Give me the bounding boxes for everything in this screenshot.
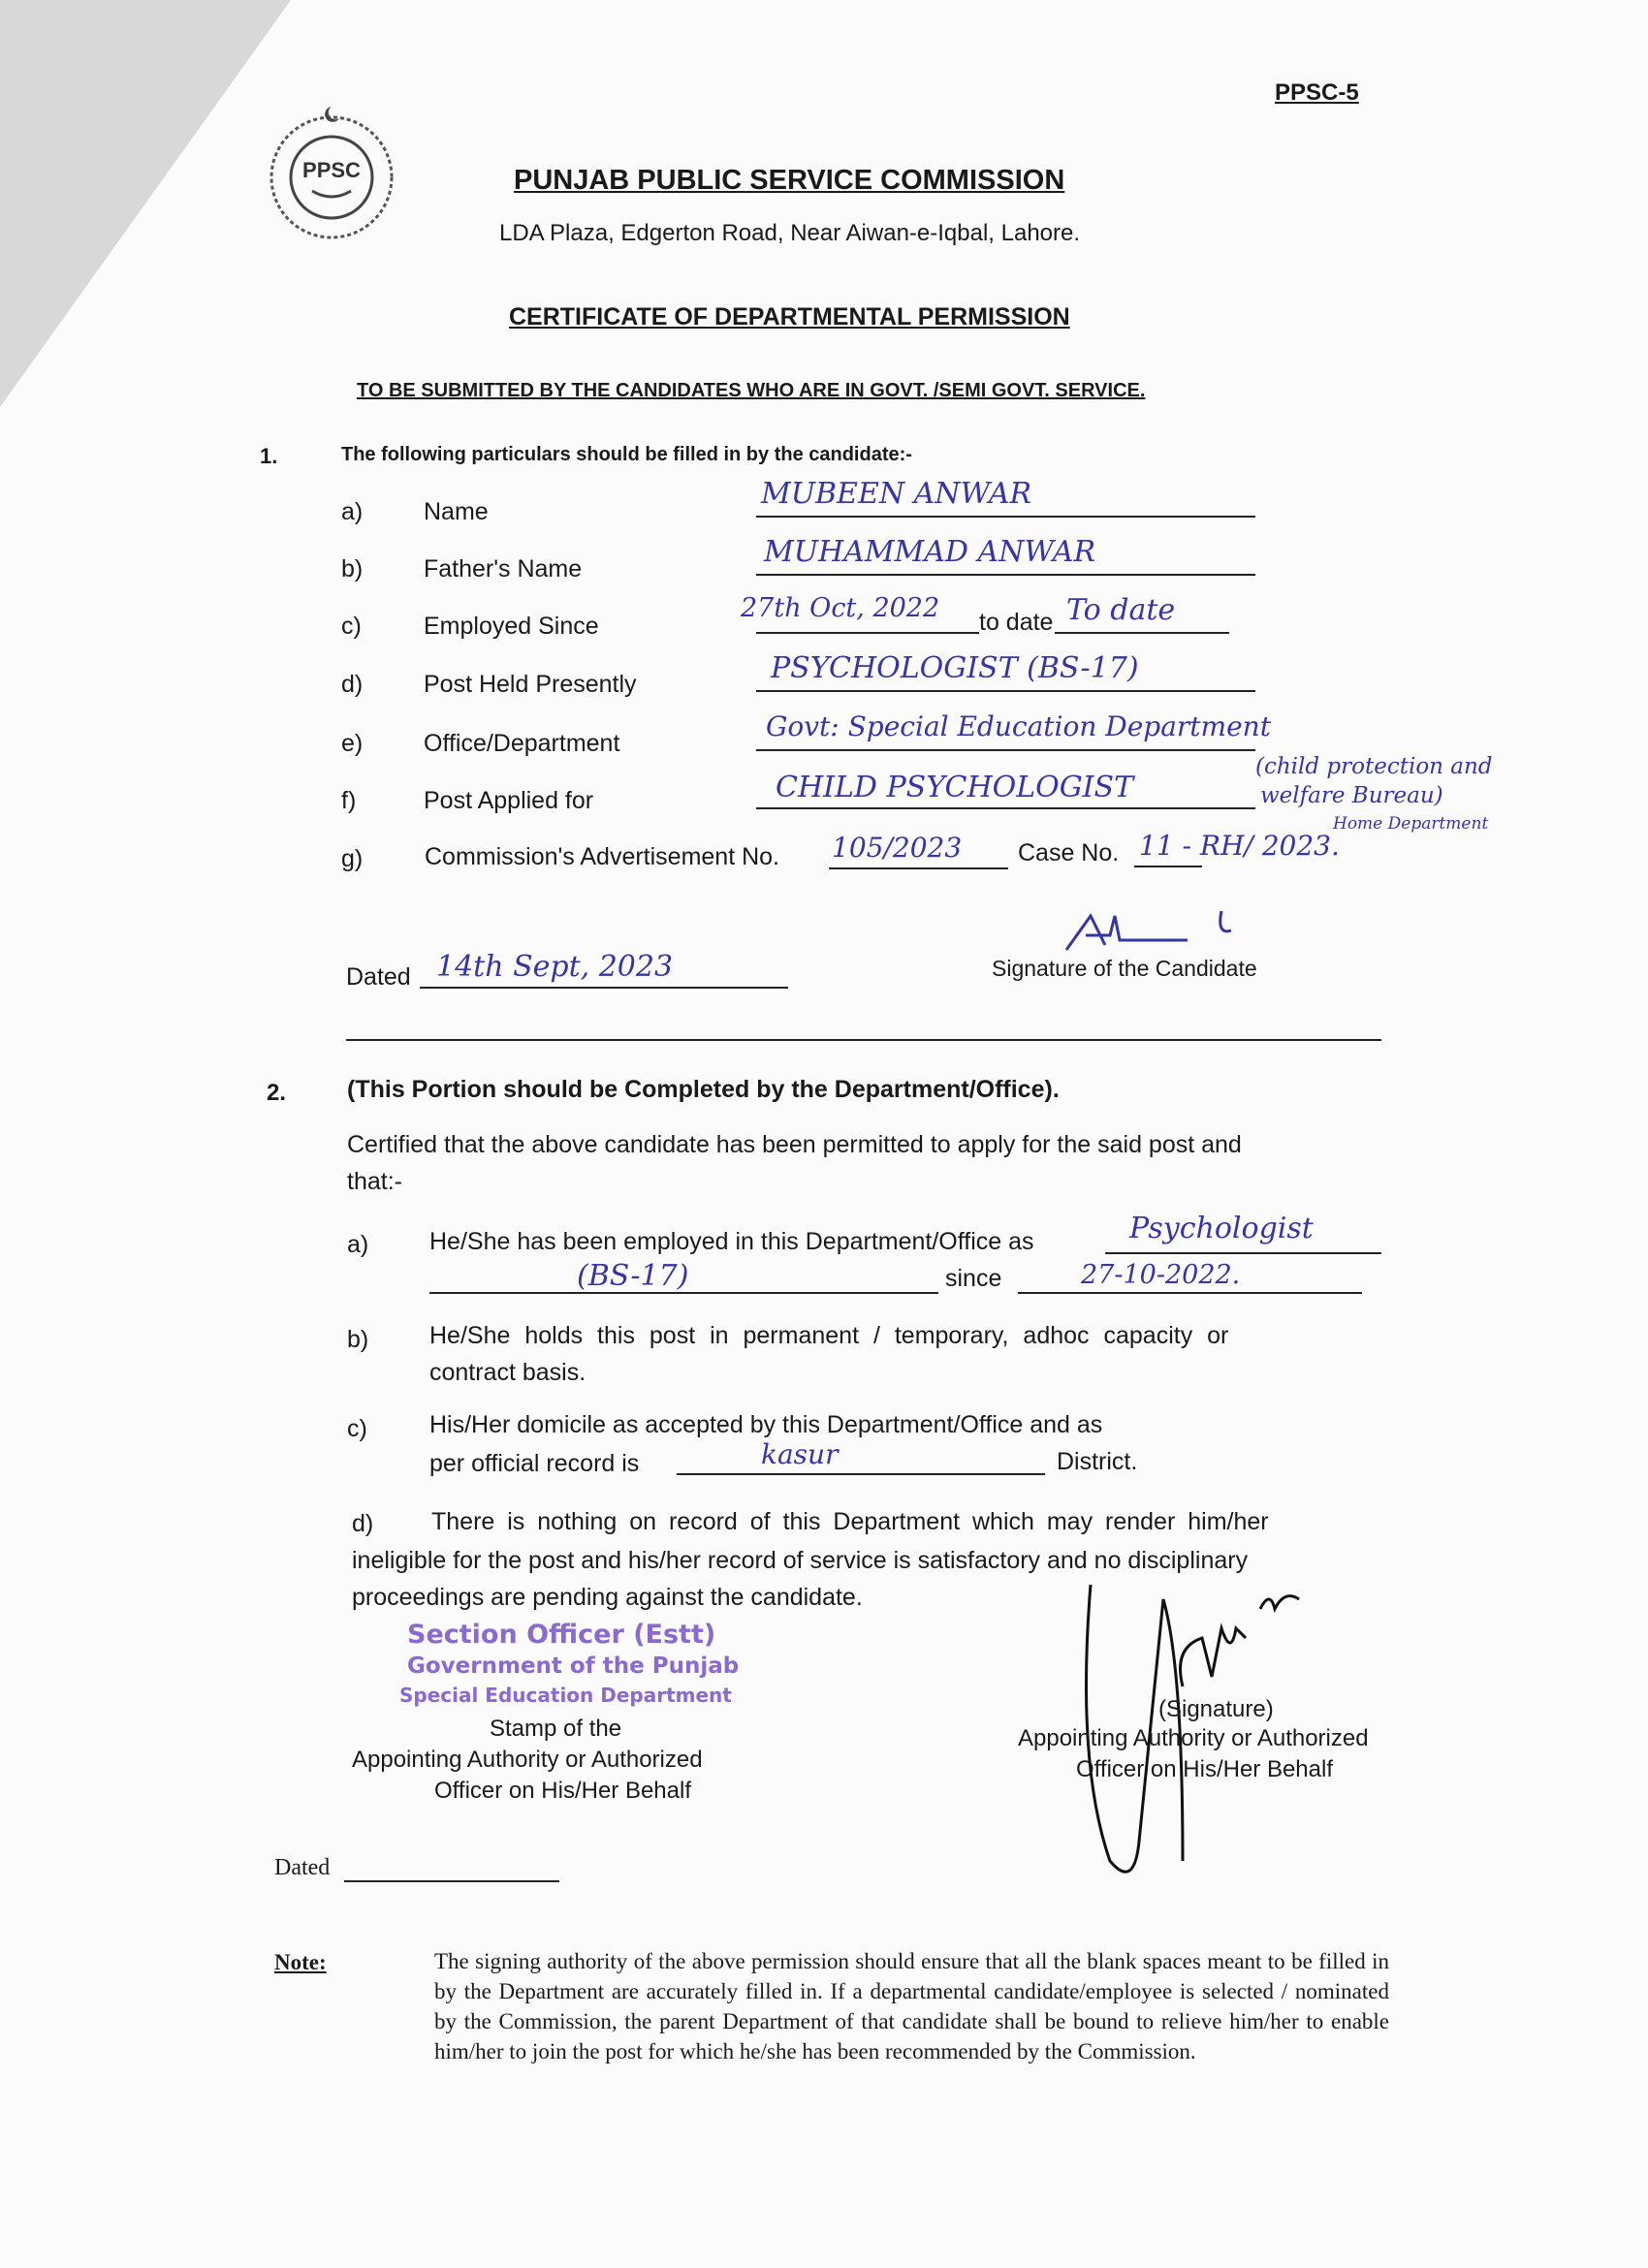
father-name-label: Father's Name	[424, 555, 583, 583]
candidate-signature-label: Signature of the Candidate	[992, 956, 1257, 981]
official-stamp: Special Education Department	[399, 1684, 732, 1707]
candidate-dated-field[interactable]	[420, 987, 788, 989]
father-name-field[interactable]	[756, 574, 1255, 576]
commission-title: PUNJAB PUBLIC SERVICE COMMISSION	[514, 165, 1065, 196]
signature-label: Officer on His/Her Behalf	[1076, 1756, 1333, 1782]
father-name-value: MUHAMMAD ANWAR	[764, 535, 1096, 569]
name-label: Name	[424, 498, 489, 525]
record-text: There is nothing on record of this Department which may render him/her	[431, 1508, 1269, 1535]
post-applied-value: CHILD PSYCHOLOGIST	[776, 771, 1134, 804]
to-date-field[interactable]	[1055, 632, 1229, 634]
note-text: The signing authority of the above permission should ensure that all the blank spaces meant to be filled in by the Department are accurately filled in. If a departmental candidate/employee is selected / nominated by the Commission, the parent Department of that candidate shall be bound to relieve him/her to enable him/her to join the post for which he/she has been recommended by the Commission.	[434, 1949, 1389, 2063]
section2-heading: (This Portion should be Completed by the Department/Office).	[347, 1076, 1060, 1103]
item-letter: a)	[347, 1231, 369, 1258]
signature-label: (Signature)	[1158, 1696, 1274, 1722]
district-label: District.	[1057, 1448, 1138, 1475]
form-code: PPSC-5	[1275, 79, 1359, 106]
advertisement-value: 105/2023	[832, 832, 963, 864]
commission-address: LDA Plaza, Edgerton Road, Near Aiwan-e-Iqbal, Lahore.	[499, 220, 1081, 246]
item-letter: d)	[341, 671, 364, 698]
domicile-text: per official record is	[429, 1450, 640, 1477]
to-date-label: to date	[979, 609, 1054, 636]
stamp-label: Stamp of the	[490, 1716, 622, 1742]
employed-since-label: Employed Since	[424, 613, 599, 640]
candidate-signature	[1057, 906, 1260, 955]
section1-number: 1.	[260, 444, 278, 468]
post-held-value: PSYCHOLOGIST (BS-17)	[771, 651, 1139, 685]
case-no-field[interactable]	[1134, 866, 1202, 867]
item-letter: g)	[341, 845, 364, 872]
signature-label: Appointing Authority or Authorized	[1018, 1725, 1369, 1751]
post-applied-note: welfare Bureau)	[1260, 783, 1443, 808]
employed-since-field[interactable]	[756, 632, 979, 634]
divider	[346, 1039, 1381, 1041]
employed-as-value: Psychologist	[1129, 1212, 1314, 1245]
item-letter: a)	[341, 498, 364, 525]
advertisement-label: Commission's Advertisement No.	[425, 843, 780, 870]
case-no-value: 11 - RH/ 2023.	[1139, 830, 1340, 862]
stamp-label: Officer on His/Her Behalf	[434, 1778, 691, 1804]
name-field[interactable]	[756, 516, 1255, 518]
employed-as-text: He/She has been employed in this Department/Office as	[429, 1228, 1034, 1255]
item-letter: f)	[341, 787, 357, 814]
stamp-label: Appointing Authority or Authorized	[352, 1747, 703, 1773]
since-label: since	[945, 1265, 1002, 1292]
post-held-label: Post Held Presently	[424, 671, 637, 698]
department-dated-field[interactable]	[344, 1880, 559, 1882]
item-letter: b)	[347, 1326, 369, 1353]
certified-text: Certified that the above candidate has been permitted to apply for the said post and	[347, 1131, 1242, 1158]
post-applied-note: Home Department	[1333, 814, 1489, 834]
record-text: ineligible for the post and his/her record of service is satisfactory and no disciplinary	[352, 1547, 1249, 1574]
item-letter: d)	[352, 1510, 374, 1537]
post-applied-field[interactable]	[756, 807, 1255, 809]
item-letter: e)	[341, 730, 364, 757]
domicile-text: His/Her domicile as accepted by this Department/Office and as	[429, 1411, 1103, 1438]
advertisement-field[interactable]	[829, 867, 1008, 869]
post-applied-label: Post Applied for	[424, 787, 594, 814]
item-letter: c)	[341, 613, 362, 640]
employed-as-value-2: (BS-17)	[577, 1259, 689, 1293]
name-value: MUBEEN ANWAR	[761, 477, 1032, 511]
certified-text: that:-	[347, 1168, 402, 1195]
office-field[interactable]	[756, 749, 1255, 751]
office-value: Govt: Special Education Department	[766, 710, 1271, 742]
record-text: proceedings are pending against the candidate.	[352, 1584, 863, 1611]
item-letter: b)	[341, 555, 364, 583]
official-stamp: Government of the Punjab	[407, 1654, 740, 1679]
office-label: Office/Department	[424, 730, 620, 757]
candidate-dated-value: 14th Sept, 2023	[436, 950, 674, 984]
domicile-value: kasur	[761, 1438, 839, 1470]
capacity-text: contract basis.	[429, 1359, 586, 1386]
note-label: Note:	[274, 1950, 327, 1974]
certificate-title: CERTIFICATE OF DEPARTMENTAL PERMISSION	[509, 303, 1070, 331]
employed-since-value: 27th Oct, 2022	[741, 593, 940, 623]
candidate-dated-label: Dated	[346, 963, 411, 991]
post-applied-note: (child protection and	[1255, 754, 1493, 779]
capacity-text: He/She holds this post in permanent / temporary, adhoc capacity or	[429, 1322, 1229, 1349]
section1-intro: The following particulars should be filled in by the candidate:-	[341, 444, 912, 465]
case-no-label: Case No.	[1018, 839, 1120, 866]
official-stamp: Section Officer (Estt)	[407, 1620, 716, 1650]
item-letter: c)	[347, 1415, 367, 1442]
domicile-field[interactable]	[677, 1473, 1045, 1475]
since-field[interactable]	[1018, 1292, 1362, 1294]
page-fold-corner	[0, 0, 291, 407]
submission-note: TO BE SUBMITTED BY THE CANDIDATES WHO ARE IN GOVT. /SEMI GOVT. SERVICE.	[357, 380, 1146, 401]
department-dated-label: Dated	[274, 1855, 331, 1880]
post-held-field[interactable]	[756, 690, 1255, 692]
ppsc-logo	[254, 102, 409, 247]
employed-as-field[interactable]	[1105, 1252, 1381, 1254]
section2-number: 2.	[267, 1080, 287, 1106]
svg-text:PPSC: PPSC	[302, 158, 361, 182]
to-date-value: To date	[1066, 593, 1176, 627]
since-value: 27-10-2022.	[1081, 1260, 1241, 1290]
